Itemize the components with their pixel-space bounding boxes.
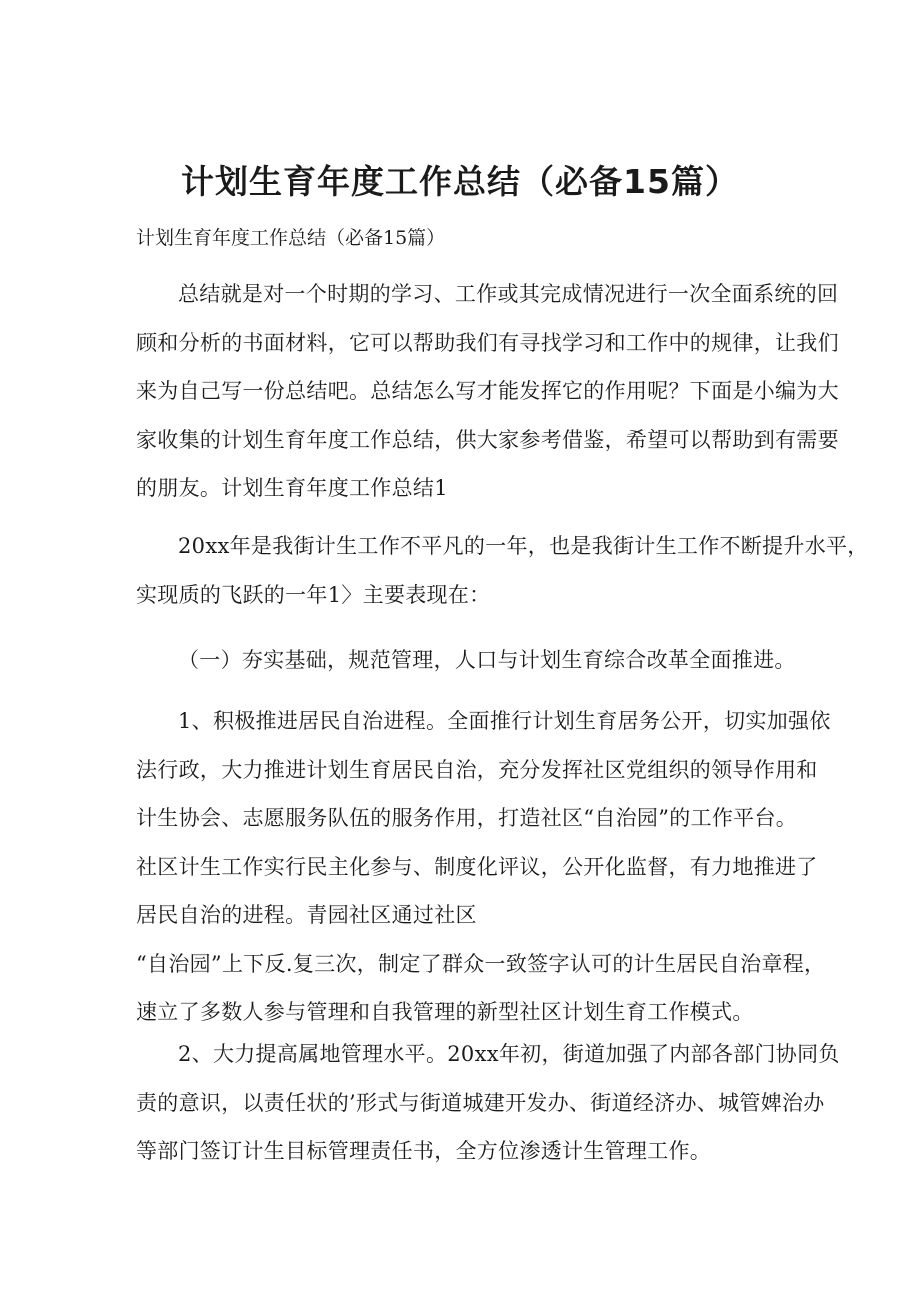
paragraph-line: 社区计生工作实行民主化参与、制度化评议，公开化监督，有力地推进了 [136, 854, 818, 879]
section-heading [136, 636, 796, 685]
paragraph-line: 来为自己写一份总结吧。总结怎么写才能发挥它的作用呢？下面是小编为大 [136, 379, 839, 403]
paragraph-overview [136, 522, 869, 619]
paragraph-line: 20xx年是我街计生工作不平凡的一年，也是我街计生工作不断提升水平， [178, 534, 869, 558]
paragraph-intro [136, 270, 839, 513]
document-subtitle: 计划生育年度工作总结（必备15篇） [136, 227, 446, 249]
paragraph-line: 等部门签订计生目标管理责任书，全方位渗透计生管理工作。 [136, 1139, 712, 1163]
paragraph-line: 总结就是对一个时期的学习、工作或其完成情况进行一次全面系统的回 [178, 282, 839, 306]
document-title: 计划生育年度工作总结（必备15篇） [181, 162, 739, 201]
paragraph-line: 责的意识，以责任状的’形式与街道城建开发办、街道经济办、城管婢治办 [136, 1090, 825, 1115]
paragraph-line: 居民自治的进程。青园社区通过社区 [136, 903, 477, 927]
paragraph-line: 计生协会、志愿服务队伍的服务作用，打造社区“自治园”的工作平台。 [136, 806, 798, 830]
paragraph-line: “自治园”上下反.复三次，制定了群众一致签字认可的计生居民自治章程， [136, 951, 826, 976]
paragraph-line: 法行政，大力推进计划生育居民自治，充分发挥社区党组织的领导作用和 [136, 757, 818, 782]
paragraph-line: 1、积极推进居民自治进程。全面推行计划生育居务公开，切实加强依 [178, 709, 831, 733]
paragraph-line: 的朋友。计划生育年度工作总结1 [136, 476, 448, 500]
paragraph-line: 2、大力提高属地管理水平。20xx年初，街道加强了内部各部门协同负 [178, 1042, 840, 1066]
paragraph-item-2 [136, 1030, 840, 1176]
paragraph-line: 速立了多数人参与管理和自我管理的新型社区计划生育工作模式。 [136, 1000, 754, 1024]
paragraph-line: 顾和分析的书面材料，它可以帮助我们有寻找学习和工作中的规律，让我们 [136, 330, 839, 355]
paragraph-item-1 [136, 697, 831, 1037]
paragraph-line: 实现质的飞跃的一年1〉主要表现在： [136, 582, 491, 607]
paragraph-line: 家收集的计划生育年度工作总结，供大家参考借鉴，希望可以帮助到有需要 [136, 427, 839, 452]
paragraph-line: （一）夯实基础，规范管理，人口与计划生育综合改革全面推进。 [178, 648, 796, 672]
